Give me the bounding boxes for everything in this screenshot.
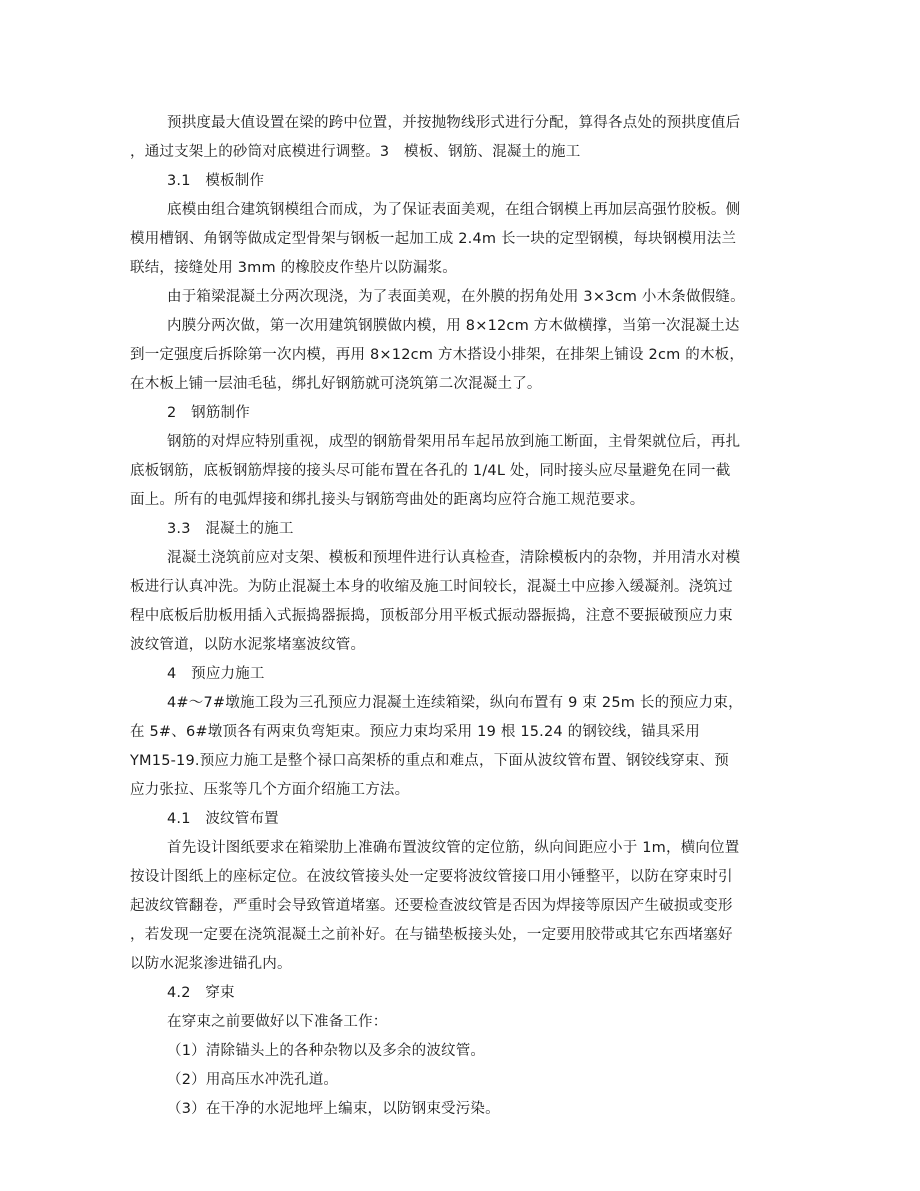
text-line: 程中底板后肋板用插入式振捣器振捣，顶板部分用平板式振动器振捣，注意不要振破预应力束: [130, 608, 733, 624]
text-line: 底板钢筋，底板钢筋焊接的接头尽可能布置在各孔的 1/4L 处，同时接头应尽量避免在同一截: [130, 463, 731, 479]
text-line: （2）用高压水冲洗孔道。: [167, 1072, 339, 1088]
text-line: 以防水泥浆渗进锚孔内。: [130, 956, 292, 972]
text-line: 在木板上铺一层油毛毡，绑扎好钢筋就可浇筑第二次混凝土了。: [130, 376, 542, 392]
text-line: 4#～7#墩施工段为三孔预应力混凝土连续箱梁，纵向布置有 9 束 25m 长的预应力束，: [167, 695, 743, 711]
text-line: ，若发现一定要在浇筑混凝土之前补好。在与锚垫板接头处，一定要用胶带或其它东西堵塞好: [130, 927, 733, 943]
text-line: 板进行认真冲洗。为防止混凝土本身的收缩及施工时间较长，混凝土中应掺入缓凝剂。浇筑过: [130, 579, 733, 595]
text-line: 联结，接缝处用 3mm 的橡胶皮作垫片以防漏浆。: [130, 260, 457, 276]
text-line: 预拱度最大值设置在梁的跨中位置，并按抛物线形式进行分配，算得各点处的预拱度值后: [167, 115, 741, 131]
document-body: [130, 109, 790, 1124]
text-line: 首先设计图纸要求在箱梁肋上准确布置波纹管的定位筋，纵向间距应小于 1m，横向位置: [167, 840, 740, 856]
text-line: 内膜分两次做，第一次用建筑钢膜做内模，用 8×12cm 方木做横撑，当第一次混凝土达: [167, 318, 740, 334]
text-line: 混凝土浇筑前应对支架、模板和预埋件进行认真检查，清除模板内的杂物，并用清水对模: [167, 550, 741, 566]
text-line: ，通过支架上的砂筒对底模进行调整。3 模板、钢筋、混凝土的施工: [130, 144, 581, 160]
text-line: 由于箱梁混凝土分两次现浇，为了表面美观，在外膜的拐角处用 3×3cm 小木条做假缝。: [167, 289, 745, 305]
text-line: 钢筋的对焊应特别重视，成型的钢筋骨架用吊车起吊放到施工断面，主骨架就位后，再扎: [167, 434, 741, 450]
text-line: 3.3 混凝土的施工: [167, 521, 294, 537]
text-line: 在 5#、6#墩顶各有两束负弯矩束。预应力束均采用 19 根 15.24 的钢铰线，锚具采用: [130, 724, 700, 740]
text-line: 模用槽钢、角钢等做成定型骨架与钢板一起加工成 2.4m 长一块的定型钢模，每块钢模用法兰: [130, 231, 737, 247]
text-line: 面上。所有的电弧焊接和绑扎接头与钢筋弯曲处的距离均应符合施工规范要求。: [130, 492, 645, 508]
text-line: 应力张拉、压浆等几个方面介绍施工方法。: [130, 782, 410, 798]
text-line: 按设计图纸上的座标定位。在波纹管接头处一定要将波纹管接口用小锤整平，以防在穿束时引: [130, 869, 733, 885]
text-line: 在穿束之前要做好以下准备工作：: [167, 1014, 388, 1030]
text-line: 波纹管道，以防水泥浆堵塞波纹管。: [130, 637, 366, 653]
text-line: （1）清除锚头上的各种杂物以及多余的波纹管。: [167, 1043, 486, 1059]
text-line: （3）在干净的水泥地坪上编束，以防钢束受污染。: [167, 1101, 500, 1117]
text-line: 4.1 波纹管布置: [167, 811, 279, 827]
text-line: 4.2 穿束: [167, 985, 235, 1001]
text-line: 到一定强度后拆除第一次内模，再用 8×12cm 方木搭设小排架，在排架上铺设 2cm 的木板，: [130, 347, 745, 363]
text-line: 3.1 模板制作: [167, 173, 265, 189]
text-line: 4 预应力施工: [167, 666, 265, 682]
text-line: 底模由组合建筑钢模组合而成，为了保证表面美观，在组合钢模上再加层高强竹胶板。侧: [167, 202, 741, 218]
text-line: 2 钢筋制作: [167, 405, 250, 421]
text-line: 起波纹管翻卷，严重时会导致管道堵塞。还要检查波纹管是否因为焊接等原因产生破损或变形: [130, 898, 733, 914]
text-line: YM15-19.预应力施工是整个禄口高架桥的重点和难点，下面从波纹管布置、钢铰线穿束、预: [130, 753, 729, 769]
